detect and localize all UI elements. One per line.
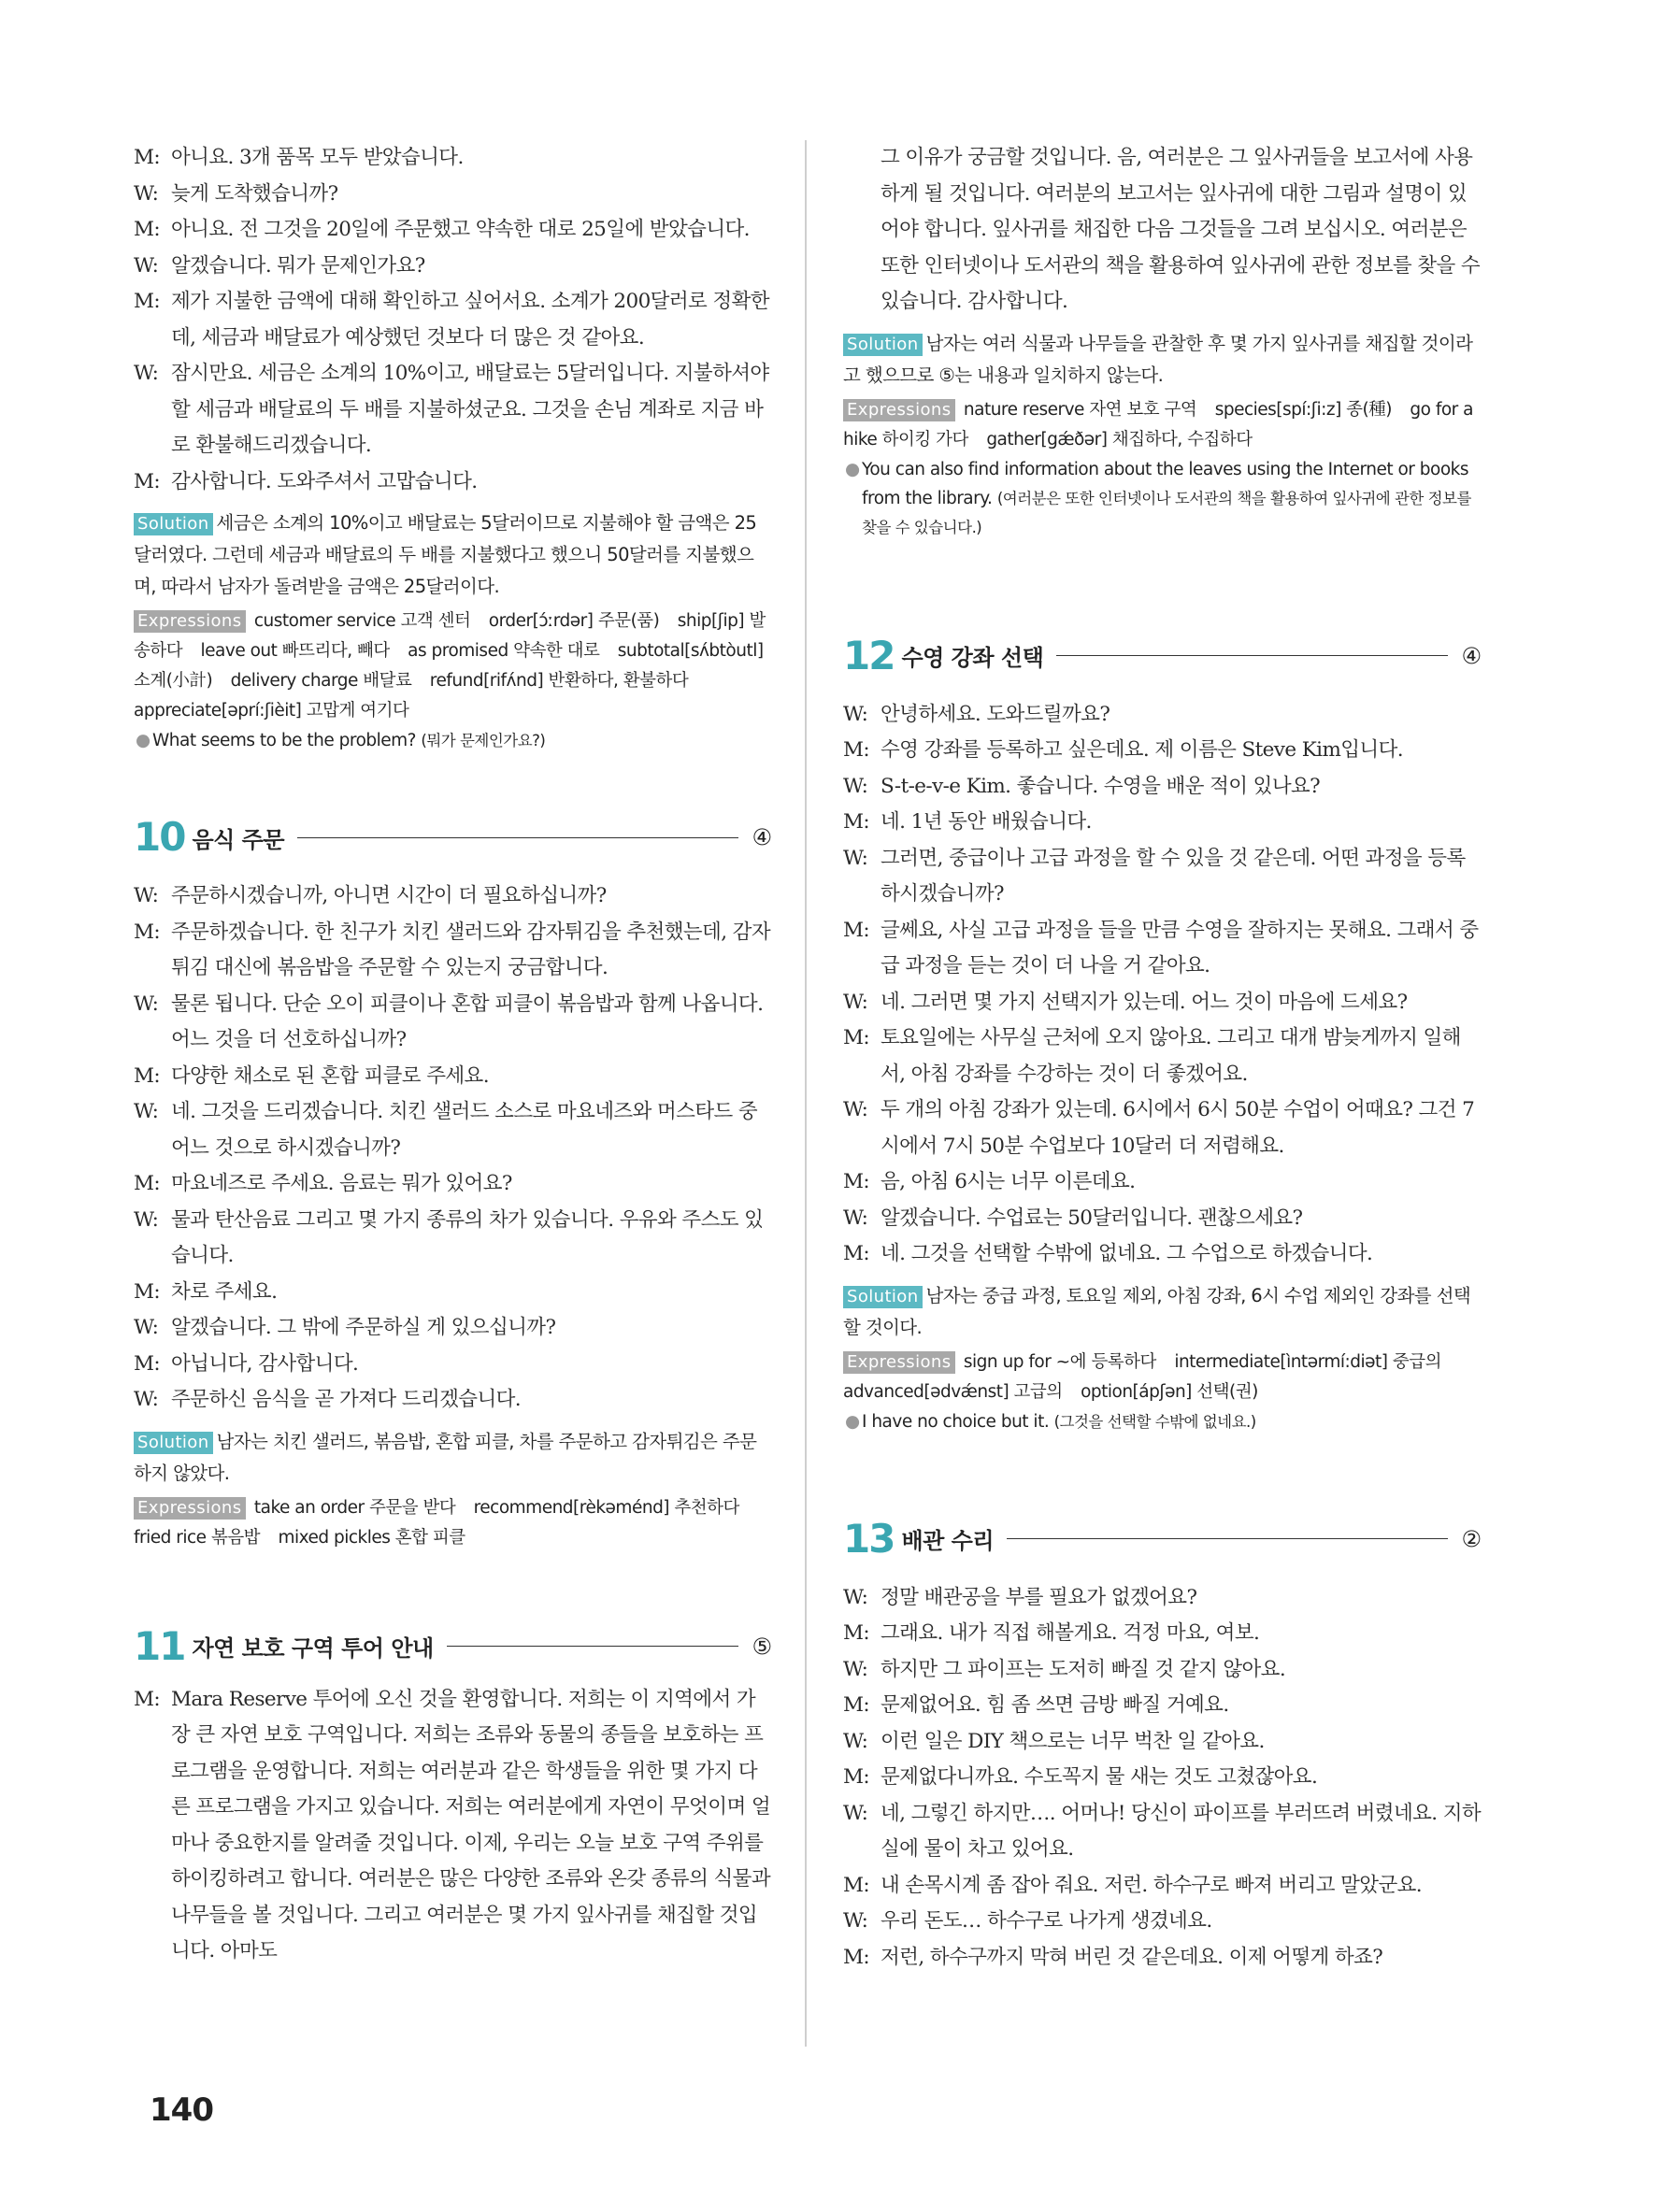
dialogue-line (134, 140, 772, 177)
note-english: I have no choice but it. (862, 1411, 1050, 1432)
speaker-label: W: (134, 1388, 159, 1411)
line-text: 네. 1년 동안 배웠습니다. (881, 810, 1092, 834)
expression-item: mixed pickles 혼합 피클 (278, 1527, 465, 1548)
note-translation: (뭐가 문제인가요?) (421, 732, 546, 749)
line-text: 알겠습니다. 수업료는 50달러입니다. 괜찮으세요? (881, 1206, 1303, 1230)
speaker-label: M: (843, 1873, 870, 1897)
dialogue-line (134, 1059, 772, 1095)
speaker-label: W: (134, 253, 159, 278)
section-title: 수영 강좌 선택 (901, 645, 1044, 671)
speaker-label: M: (843, 1026, 870, 1049)
speaker-label: M: (134, 920, 161, 944)
dialogue-section-13 (843, 1580, 1482, 1977)
dialogue-line (843, 985, 1482, 1021)
column-divider (805, 140, 807, 2047)
dialogue-continued-right (843, 140, 1482, 321)
expressions-block (134, 1493, 772, 1553)
line-text: 주문하시겠습니까, 아니면 시간이 더 필요하십니까? (171, 884, 607, 907)
section-heading-10 (134, 809, 772, 865)
expression-item: refund[rifʌ́nd] 반환하다, 환불하다 (429, 671, 689, 691)
dialogue-text: 그 이유가 궁금할 것입니다. 음, 여러분은 그 잎사귀들을 보고서에 사용하게 될 것입니다. 여러분의 보고서는 잎사귀에 대한 그림과 설명이 있어야 합니다. 잎사귀를 채집한 다음 그것들을 그려 보십시오. 여러분은 또한 인터넷이나 도서관의 책을 활용하여 잎사귀에 관한 정보를 찾을 수 있습니다. 감사합니다. (881, 146, 1481, 313)
line-text: 정말 배관공을 부를 필요가 없겠어요? (881, 1585, 1197, 1609)
line-text: 아니요. 3개 품목 모두 받았습니다. (171, 146, 464, 169)
line-text: S-t-e-v-e Kim. 좋습니다. 수영을 배운 적이 있나요? (881, 774, 1321, 798)
dialogue-line (843, 1868, 1482, 1905)
speaker-label: W: (843, 1729, 868, 1753)
dialogue-line (134, 1094, 772, 1166)
line-text: 차로 주세요. (171, 1279, 278, 1304)
dialogue-line (843, 1020, 1482, 1092)
note-translation: (여러분은 또한 인터넷이나 도서관의 책을 활용하여 잎사귀에 관한 정보를 찾을 수 있습니다.) (862, 489, 1471, 536)
solution-text: 남자는 치킨 샐러드, 볶음밥, 혼합 피클, 차를 주문하고 감자튀김은 주문하지 않았다. (134, 1430, 757, 1484)
dialogue-line (134, 284, 772, 356)
expression-item: ship[ʃip] 발송하다 (134, 611, 766, 661)
speaker-label: M: (134, 290, 161, 313)
dialogue-line (843, 1580, 1482, 1617)
speaker-label: W: (843, 1909, 868, 1933)
dialogue-line (134, 1203, 772, 1275)
expression-item: go for a hike 하이킹 가다 (843, 399, 1473, 450)
expression-item: nature reserve 자연 보호 구역 (963, 399, 1197, 420)
speaker-label: W: (843, 1098, 868, 1121)
dialogue-line (843, 769, 1482, 806)
dialogue-line (134, 1166, 772, 1203)
speaker-label: W: (134, 362, 159, 385)
dialogue-line (843, 805, 1482, 841)
speaker-label: W: (134, 1316, 159, 1339)
speaker-label: W: (134, 1207, 159, 1232)
line-text: 저런, 하수구까지 막혀 버린 것 같은데요. 이제 어떻게 하죠? (881, 1945, 1383, 1969)
dialogue-line (843, 1236, 1482, 1273)
line-text: 마요네즈로 주세요. 음료는 뭐가 있어요? (171, 1172, 512, 1195)
speaker-label: W: (134, 884, 159, 907)
note-english: You can also find information about the leaves using the Internet or books from the library. (862, 459, 1469, 508)
expression-item: recommend[rèkəménd] 추천하다 (473, 1497, 739, 1518)
speaker-label: W: (134, 1100, 159, 1123)
expression-item: as promised 약속한 대로 (408, 641, 600, 661)
expressions-tag: Expressions (134, 1497, 246, 1520)
speaker-label: M: (134, 1063, 161, 1088)
section-number: 10 (134, 814, 185, 860)
dialogue-line (134, 356, 772, 464)
speaker-label: M: (843, 1765, 870, 1789)
expression-item: customer service 고객 센터 (253, 611, 471, 631)
dialogue-line (134, 987, 772, 1059)
speaker-label: W: (843, 846, 868, 870)
expression-item: delivery charge 배달료 (230, 671, 412, 691)
answer-number: ④ (1461, 642, 1482, 669)
line-text: 두 개의 아침 강좌가 있는데. 6시에서 6시 50분 수업이 어때요? 그건 7시에서 7시 50분 수업보다 10달러 더 저렴해요. (881, 1098, 1475, 1158)
solution-tag: Solution (843, 1286, 923, 1308)
expression-item: leave out 빠뜨리다, 빼다 (200, 641, 390, 661)
expression-item: fried rice 볶음밥 (134, 1527, 261, 1548)
expressions-tag: Expressions (843, 1351, 955, 1374)
line-text: 그래요. 내가 직접 해볼게요. 걱정 마요, 여보. (881, 1621, 1260, 1645)
line-text: 네. 그것을 드리겠습니다. 치킨 샐러드 소스로 마요네즈와 머스타드 중 어느 것으로 하시겠습니까? (171, 1100, 758, 1160)
expression-item: intermediate[ìntərmí:diət] 중급의 (1174, 1351, 1441, 1372)
dialogue-line (843, 697, 1482, 734)
answer-number: ② (1461, 1525, 1482, 1552)
bullet-icon: ● (845, 1411, 860, 1432)
dialogue-line (843, 1616, 1482, 1652)
dialogue-section-12 (843, 697, 1482, 1273)
expressions-tag: Expressions (134, 610, 246, 633)
dialogue-line (134, 915, 772, 987)
key-sentence-note (134, 726, 772, 755)
dialogue-line (843, 1760, 1482, 1796)
dialogue-section-10 (134, 878, 772, 1419)
solution-tag: Solution (134, 513, 213, 535)
line-text: 주문하겠습니다. 한 친구가 치킨 샐러드와 감자튀김을 추천했는데, 감자튀김 대신에 볶음밥을 주문할 수 있는지 궁금합니다. (171, 920, 771, 979)
section-heading-12 (843, 628, 1482, 684)
speaker-label: M: (843, 1693, 870, 1717)
dialogue-line (843, 1652, 1482, 1689)
speaker-label: M: (843, 738, 870, 762)
section-heading-11 (134, 1619, 772, 1675)
line-text: 아니요. 전 그것을 20일에 주문했고 약속한 대로 25일에 받았습니다. (171, 218, 750, 241)
page-number: 140 (150, 2091, 213, 2129)
solution-block (843, 1280, 1482, 1344)
line-text: 하지만 그 파이프는 도저히 빠질 것 같지 않아요. (881, 1657, 1286, 1681)
speaker-label: W: (843, 1206, 868, 1230)
dialogue-line (843, 733, 1482, 769)
line-text: 네. 그것을 선택할 수밖에 없네요. 그 수업으로 하겠습니다. (881, 1242, 1373, 1265)
dialogue-line (134, 1347, 772, 1383)
solution-tag: Solution (134, 1432, 213, 1454)
dialogue-line (134, 464, 772, 501)
line-text: 물과 탄산음료 그리고 몇 가지 종류의 차가 있습니다. 우유와 주스도 있습니다. (171, 1207, 764, 1267)
answer-number: ⑤ (752, 1633, 772, 1660)
dialogue-line (843, 1688, 1482, 1724)
line-text: 안녕하세요. 도와드릴까요? (881, 702, 1110, 726)
line-text: 늦게 도착했습니까? (171, 181, 338, 206)
solution-tag: Solution (843, 334, 923, 356)
expression-item: option[ápʃən] 선택(권) (1081, 1381, 1258, 1402)
dialogue-line (134, 878, 772, 915)
dialogue-line (843, 1164, 1482, 1201)
section-number: 12 (843, 632, 895, 678)
section-number: 13 (843, 1515, 895, 1562)
speaker-label: W: (843, 1657, 868, 1681)
dialogue-line (843, 1092, 1482, 1164)
bullet-icon: ● (136, 731, 150, 750)
line-text: 음, 아침 6시는 너무 이른데요. (881, 1170, 1136, 1193)
line-text: 수영 강좌를 등록하고 싶은데요. 제 이름은 Steve Kim입니다. (881, 738, 1403, 762)
speaker-label: M: (843, 1945, 870, 1969)
line-text: 글쎄요, 사실 고급 과정을 들을 만큼 수영을 잘하지는 못해요. 그래서 중급 과정을 듣는 것이 더 나을 거 같아요. (881, 918, 1479, 978)
key-sentence-note (843, 1407, 1482, 1436)
solution-text: 남자는 여러 식물과 나무들을 관찰한 후 몇 가지 잎사귀를 채집할 것이라고 했으므로 ⑤는 내용과 일치하지 않는다. (843, 332, 1473, 386)
expressions-block (843, 1348, 1482, 1407)
line-text: 우리 돈도… 하수구로 나가게 생겼네요. (881, 1909, 1212, 1933)
line-text: 토요일에는 사무실 근처에 오지 않아요. 그리고 대개 밤늦게까지 일해서, 아침 강좌를 수강하는 것이 더 좋겠어요. (881, 1026, 1461, 1086)
section-title: 자연 보호 구역 투어 안내 (192, 1635, 434, 1662)
right-column (843, 140, 1482, 1976)
speaker-label: W: (134, 992, 159, 1016)
speaker-label: W: (843, 774, 868, 798)
dialogue-line (843, 841, 1482, 913)
speaker-label: M: (134, 218, 161, 241)
key-sentence-note (843, 455, 1482, 542)
dialogue-line (843, 1904, 1482, 1940)
dialogue-line (134, 212, 772, 249)
speaker-label: M: (134, 1351, 161, 1376)
dialogue-line (134, 177, 772, 213)
expression-item: appreciate[əprí:ʃièit] 고맙게 여기다 (134, 701, 409, 721)
heading-rule (1007, 1538, 1448, 1539)
dialogue-line (134, 1310, 772, 1347)
line-text: 문제없다니까요. 수도꼭지 물 새는 것도 고쳤잖아요. (881, 1765, 1318, 1789)
dialogue-line (843, 1201, 1482, 1237)
line-text: 이런 일은 DIY 책으로는 너무 벅찬 일 같아요. (881, 1729, 1265, 1753)
speaker-label: W: (134, 181, 159, 206)
expression-item: subtotal[sʌ́btòutl] 소계(小計) (134, 641, 764, 691)
solution-text: 세금은 소계의 10%이고 배달료는 5달러이므로 지불해야 할 금액은 25달러였다. 그런데 세금과 배달료의 두 배를 지불했다고 했으니 50달러를 지불했으며, 따라서 남자가 돌려받을 금액은 25달러이다. (134, 512, 757, 597)
speaker-label: M: (843, 1170, 870, 1193)
line-text: 아닙니다, 감사합니다. (171, 1351, 359, 1376)
bullet-icon: ● (845, 459, 860, 479)
section-title: 음식 주문 (192, 826, 285, 853)
dialogue-line (843, 913, 1482, 985)
expressions-tag: Expressions (843, 399, 955, 421)
line-text: 잠시만요. 세금은 소계의 10%이고, 배달료는 5달러입니다. 지불하셔야 할 세금과 배달료의 두 배를 지불하셨군요. 그것을 손님 계좌로 지금 바로 환불해드리겠습니다. (171, 362, 769, 457)
speaker-label: W: (843, 990, 868, 1014)
note-english: What seems to be the problem? (152, 731, 416, 750)
dialogue-line (843, 1796, 1482, 1868)
line-text: 제가 지불한 금액에 대해 확인하고 싶어서요. 소계가 200달러로 정확한데, 세금과 배달료가 예상했던 것보다 더 많은 것 같아요. (171, 290, 769, 350)
speaker-label: M: (843, 1242, 870, 1265)
line-text: 네, 그렇긴 하지만…. 어머나! 당신이 파이프를 부러뜨려 버렸네요. 지하실에 물이 차고 있어요. (881, 1801, 1482, 1861)
speaker-label: M: (134, 146, 161, 169)
line-text: 물론 됩니다. 단순 오이 피클이나 혼합 피클이 볶음밥과 함께 나옵니다. 어느 것을 더 선호하십니까? (171, 992, 764, 1051)
expression-item: gather[gǽðər] 채집하다, 수집하다 (986, 429, 1253, 450)
expression-item: sign up for ~에 등록하다 (963, 1351, 1156, 1372)
dialogue-continued-left (134, 140, 772, 500)
section-number: 11 (134, 1622, 185, 1669)
solution-block (843, 328, 1482, 392)
line-text: 알겠습니다. 그 밖에 주문하실 게 있으십니까? (171, 1316, 556, 1339)
answer-number: ④ (752, 824, 772, 850)
dialogue-line (843, 1724, 1482, 1761)
expression-item: advanced[ədvǽnst] 고급의 (843, 1381, 1063, 1402)
dialogue-line (843, 1940, 1482, 1977)
speaker-label: M: (134, 1279, 161, 1304)
line-text: 감사합니다. 도와주셔서 고맙습니다. (171, 469, 478, 493)
solution-block (134, 507, 772, 603)
line-text: 문제없어요. 힘 좀 쓰면 금방 빠질 거예요. (881, 1693, 1229, 1717)
speaker-label: M: (843, 1621, 870, 1645)
heading-rule (1056, 655, 1448, 656)
line-text: Mara Reserve 투어에 오신 것을 환영합니다. 저희는 이 지역에서 가장 큰 자연 보호 구역입니다. 저희는 조류와 동물의 종들을 보호하는 프로그램을 운영합니다. 저희는 여러분과 같은 학생들을 위한 몇 가지 다른 프로그램을 가지고 있습니다. 저희는 여러분에게 자연이 무엇이며 얼마나 중요한지를 알려줄 것입니다. 이제, 우리는 오늘 보호 구역 주위를 하이킹하려고 합니다. 여러분은 많은 다양한 조류와 온갖 종류의 식물과 나무들을 볼 것입니다. 그리고 여러분은 몇 가지 잎사귀를 채집할 것입니다. 아마도 (171, 1687, 771, 1962)
section-heading-13 (843, 1511, 1482, 1567)
solution-block (134, 1426, 772, 1490)
dialogue-section-11 (134, 1682, 772, 1970)
speaker-label: W: (843, 1585, 868, 1609)
expression-item: species[spí:ʃi:z] 종(種) (1214, 399, 1392, 420)
dialogue-line (134, 1682, 772, 1970)
line-text: 다양한 채소로 된 혼합 피클로 주세요. (171, 1063, 489, 1088)
solution-text: 남자는 중급 과정, 토요일 제외, 아침 강좌, 6시 수업 제외인 강좌를 선택할 것이다. (843, 1284, 1471, 1338)
section-title: 배관 수리 (901, 1528, 995, 1554)
expression-item: take an order 주문을 받다 (253, 1497, 456, 1518)
speaker-label: M: (843, 810, 870, 834)
dialogue-line (134, 249, 772, 285)
speaker-label: M: (134, 1172, 161, 1195)
expression-item: order[ɔ́ːrdər] 주문(품) (488, 611, 660, 631)
heading-rule (447, 1646, 739, 1647)
line-text: 주문하신 음식을 곧 가져다 드리겠습니다. (171, 1388, 522, 1411)
line-text: 네. 그러면 몇 가지 선택지가 있는데. 어느 것이 마음에 드세요? (881, 990, 1408, 1014)
left-column (134, 140, 772, 1970)
speaker-label: W: (843, 1801, 868, 1825)
expressions-block (134, 607, 772, 726)
speaker-label: M: (843, 918, 870, 942)
expressions-block (843, 395, 1482, 455)
note-translation: (그것을 선택할 수밖에 없네요.) (1053, 1412, 1256, 1431)
dialogue-line (134, 1275, 772, 1311)
heading-rule (297, 837, 738, 838)
speaker-label: M: (134, 469, 161, 493)
speaker-label: W: (843, 702, 868, 726)
line-text: 내 손목시계 좀 잡아 줘요. 저런. 하수구로 빠져 버리고 말았군요. (881, 1873, 1423, 1897)
speaker-label: M: (134, 1687, 161, 1711)
dialogue-line (134, 1382, 772, 1419)
line-text: 그러면, 중급이나 고급 과정을 할 수 있을 것 같은데. 어떤 과정을 등록하시겠습니까? (881, 846, 1466, 906)
line-text: 알겠습니다. 뭐가 문제인가요? (171, 253, 425, 278)
